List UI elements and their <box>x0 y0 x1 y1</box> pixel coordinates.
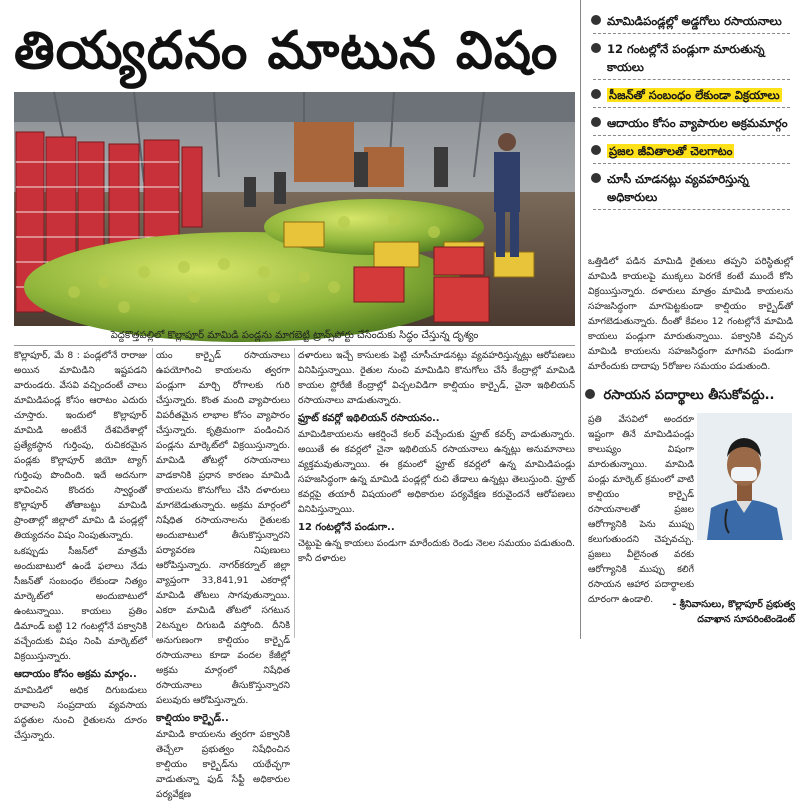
article-paragraph: మామిడి కాయలను త్వరగా పక్వానికి తెచ్చేలా ప్రభుత్వం నిషేధించిన కాల్షియం కార్బైడ్‌ను యథేచ్ఛగా వాడుతున్నా ఫుడ్ సేఫ్టీ అధికారుల పర్యవేక్షణ <box>156 729 290 800</box>
article-column-2 <box>156 348 290 800</box>
attribution-role: దవాఖాన సూపరింటెండెంట్ <box>697 614 795 625</box>
article-paragraph: ఒత్తిడిలో పడిన మామిడి రైతులు తప్పని పరిస్థితుల్లో మామిడి కాయలపై ముక్కలు పెరగకే కంటే ముందే కోసి విక్రయిస్తున్నారు. దళారులు మాత్రం మామిడి కాయలను సహజసిద్ధంగా మాగపెట్టకుండా కాల్షియం కార్బైడ్‌తో మాగబెడుతున్నారు. దీంతో కేవలం 12 గంటల్లోనే మామిడి కాయలు పండ్లుగా మారుతున్నాయి. పక్వానికి వచ్చిన మామిడి కాయలను సహజసిద్ధంగా మాగినవి పండుగా మారేందుకు దాదాపు 5రోజుల సమయం పడుతుంది. <box>588 256 793 372</box>
article-paragraph: కొల్లాపూర్, మే 8 : పండ్లలోనే రారాజు అయిన మామిడిని ఇష్టపడని వారుండరు. వేసవి వచ్చిందంటే చాలు మామిడిపండ్ల కోసం ఆరాటం ఎదురు చూస్తారు. ఇందులో కొల్లాపూర్ మామిడి అంటేనే దేశవిదేశాల్లో ప్రత్యేకస్థాన గుర్తింపు, రుచికరమైన పండ్లకు కొల్లాపూర్ జియో ట్యాగ్ గుర్తింపు పొందింది. ఇదే అదనుగా భావించిన కొందరు స్వార్థంతో కొల్లాపూర్ తోతాబట్టు మామిడి ప్రాంతాల్లో జిల్లాలో మామి డి పండ్లల్లో తియ్యదనం విషం నింపుతున్నారు. <box>14 350 147 541</box>
quote-heading-text: రసాయన పదార్థాలు తీసుకోవద్దు.. <box>603 388 775 403</box>
photo-caption: పెద్దకొత్తపల్లిలో కొల్లాపూర్ మామిడి పండ్లను మాగబెట్టి ట్రాన్స్‌పోర్టు చేసేందుకు సిద్ధం చేస్తున్న దృశ్యం <box>110 330 479 341</box>
headline: తియ్యదనం మాటున విషం <box>14 21 559 81</box>
bullet-icon <box>591 117 601 127</box>
doctor-portrait <box>697 413 792 540</box>
subheading: 12 గంటల్లోనే పండుగా.. <box>298 522 395 533</box>
highlight-item <box>585 80 790 108</box>
subheading: కాల్షియం కార్బైడ్.. <box>156 713 229 724</box>
article-column-4 <box>588 254 793 384</box>
article-column-3 <box>298 348 575 639</box>
quote-attribution <box>600 597 795 627</box>
mango-market-photo <box>14 92 575 326</box>
bullet-icon <box>591 145 601 155</box>
article-paragraph: చెట్టుపై ఉన్న కాయలు పండుగా మారేందుకు రెండు నెలల సమయం పడుతుంది. కానీ దళారుల <box>298 538 575 564</box>
quote-heading <box>585 388 790 406</box>
subheading: ఆదాయం కోసం అక్రమ మార్గం.. <box>14 669 137 680</box>
highlight-text: చూసీ చూడనట్లు వ్యవహరిస్తున్న అధికారులు <box>607 172 749 204</box>
bullet-icon <box>585 389 595 399</box>
highlight-text: ప్రజల జీవితాలతో చెలగాటం <box>609 144 733 158</box>
column-divider <box>580 0 581 639</box>
column-divider <box>294 348 295 638</box>
highlight-item <box>585 108 790 136</box>
highlight-item <box>585 6 790 34</box>
article-paragraph: మామిడిలో అధిక దిగుబడులు రావాలని సంప్రదాయ వ్యవసాయ పద్ధతుల నుంచి రైతులను దూరం చేస్తున్నారు. <box>14 685 147 741</box>
article-paragraph: యం కార్బైడ్ రసాయనాలు ఉపయోగించి కాయలను త్వరగా పండ్లుగా మార్చి రోగాలకు గురి చేస్తున్నారు. కొంత మంది వ్యాపారులు విపరీతమైన లాభాల కోసం వ్యాపారం చేస్తున్నారు. కృత్రిమంగా పండించిన పండ్లను మార్కెట్‌లో విక్రయిస్తున్నారు. మామిడి తోటల్లో రసాయనాలు వాడకానికి ప్రధాన కారణం మామిడి కాయలను కొనుగోలు చేసి దళారులు మాగబెడుతున్నారు. అక్రమ మార్గంలో నిషేధిత రసాయనాలను రైతులకు అందుబాటులో తీసుకొస్తున్నారని పర్యావరణ నిపుణులు ఆరోపిస్తున్నారు. నాగర్‌కర్నూల్ జిల్లా వ్యాప్తంగా 33,841,91 ఎకరాల్లో మామిడి తోటలు సాగవుతున్నాయి. ఎకరా మామిడి తోటలో సగటున 2టన్నుల దిగుబడి వస్తోంది. దీనికి అనుగుణంగా కాల్షియం కార్బైడ్ రసాయనాలు కూడా వందల కేజీల్లో అక్రమ మార్గంలో నిషేధిత రసాయనాలు తీసుకొస్తున్నారని పలువురు ఆరోపిస్తున్నారు. <box>156 350 290 706</box>
highlight-text: సీజన్‌తో సంబంధం లేకుండా విక్రయాలు <box>609 88 780 102</box>
article-column-1 <box>14 348 147 741</box>
article-paragraph: దళారులు ఇచ్చే కాసులకు పెట్టి చూసీచూడనట్లు వ్యవహరిస్తున్నట్లు ఆరోపణలు వినిపిస్తున్నాయి. రైతుల నుంచి మామిడిని కొనుగోలు చేసే కేంద్రాల్లో మామిడి కాయల స్టోరేజీ కేంద్రాల్లో విచ్చలవిడిగా కాల్షియం కార్బైడ్, చైనా ఇథిలియన్ రసాయనాలు వాడుతున్నారు. <box>298 350 575 406</box>
highlight-item <box>585 136 790 164</box>
highlight-text: 12 గంటల్లోనే పండ్లుగా మారుతున్న కాయలు <box>607 42 765 74</box>
highlight-text: ఆదాయం కోసం వ్యాపారుల అక్రమమార్గం <box>607 116 788 130</box>
highlight-text: మామిడిపండ్లల్లో అడ్డగోలు రసాయనాలు <box>607 14 782 28</box>
article-paragraph: మామిడికాయలను ఆకర్షించే కలర్ వచ్చేందుకు ఫ్రూట్ కవర్స్ వాడుతున్నారు. అయితే ఈ కవర్లలో చైనా ఇథిలియన్ రసాయనాలు ఉన్నట్లు అనుమానాలు వ్యక్తమవుతున్నాయి. ఈ క్రమంలో ఫ్రూట్ కవర్లలో ఉన్న మామిడిపండ్లు సహజసిద్ధంగా ఉన్న మామిడి పండ్లల్లో రుచి తేడాలు ఉన్నట్లు తెలుస్తుంది. ఫ్రూట్ కవర్లపై తయారీ విషయంలో అధికారుల పర్యవేక్షణ కరువైందనే ఆరోపణలు వినిపిస్తున్నాయి. <box>298 429 575 515</box>
column-divider <box>152 348 153 638</box>
attribution-name: - శ్రీనివాసులు, కొల్లాపూర్ ప్రభుత్వ <box>672 599 795 610</box>
article-paragraph: ఒకప్పుడు సీజన్‌లో మాత్రమే అందుబాటులో ఉండే ఫలాలు నేడు సీజన్‌తో సంబంధం లేకుండా నిత్యం మార్కెట్‌లో అందుబాటులో ఉంటున్నాయి. కాయలు ప్రతిం డిమాండ్ బట్టి 12 గంటల్లోనే పక్వానికి వచ్చేందుకు విషం నింపి మార్కెట్‌లో విక్రయిస్తున్నారు. <box>14 546 147 662</box>
bullet-icon <box>591 43 601 53</box>
highlight-item <box>585 34 790 80</box>
bullet-icon <box>591 89 601 99</box>
subheading: ఫ్రూట్ కవర్లో ఇథిలియన్ రసాయనం.. <box>298 413 440 424</box>
quote-text: ప్రతి వేసవిలో అందరూ ఇష్టంగా తినే మామిడిపండ్లు కాలుష్యం విషంగా మారుతున్నాయి. మామిడి పండ్లు మార్కెట్ క్రమంలో వాటి కాల్షియం కార్బైడ్ రసాయనాలతో ప్రజల ఆరోగ్యానికి పెను ముప్పు కలుగుతుందని చెప్పవచ్చు. ప్రజలు వీలైనంత వరకు ఆరోగ్యానికి ముప్పు కలిగే రసాయన ఆహార పదార్థాలకు దూరంగా ఉండాలి. <box>588 414 694 605</box>
highlight-item <box>585 164 790 210</box>
highlights-sidebar <box>585 6 790 210</box>
divider <box>14 345 575 346</box>
bullet-icon <box>591 173 601 183</box>
bullet-icon <box>591 15 601 25</box>
quote-body <box>588 412 694 605</box>
